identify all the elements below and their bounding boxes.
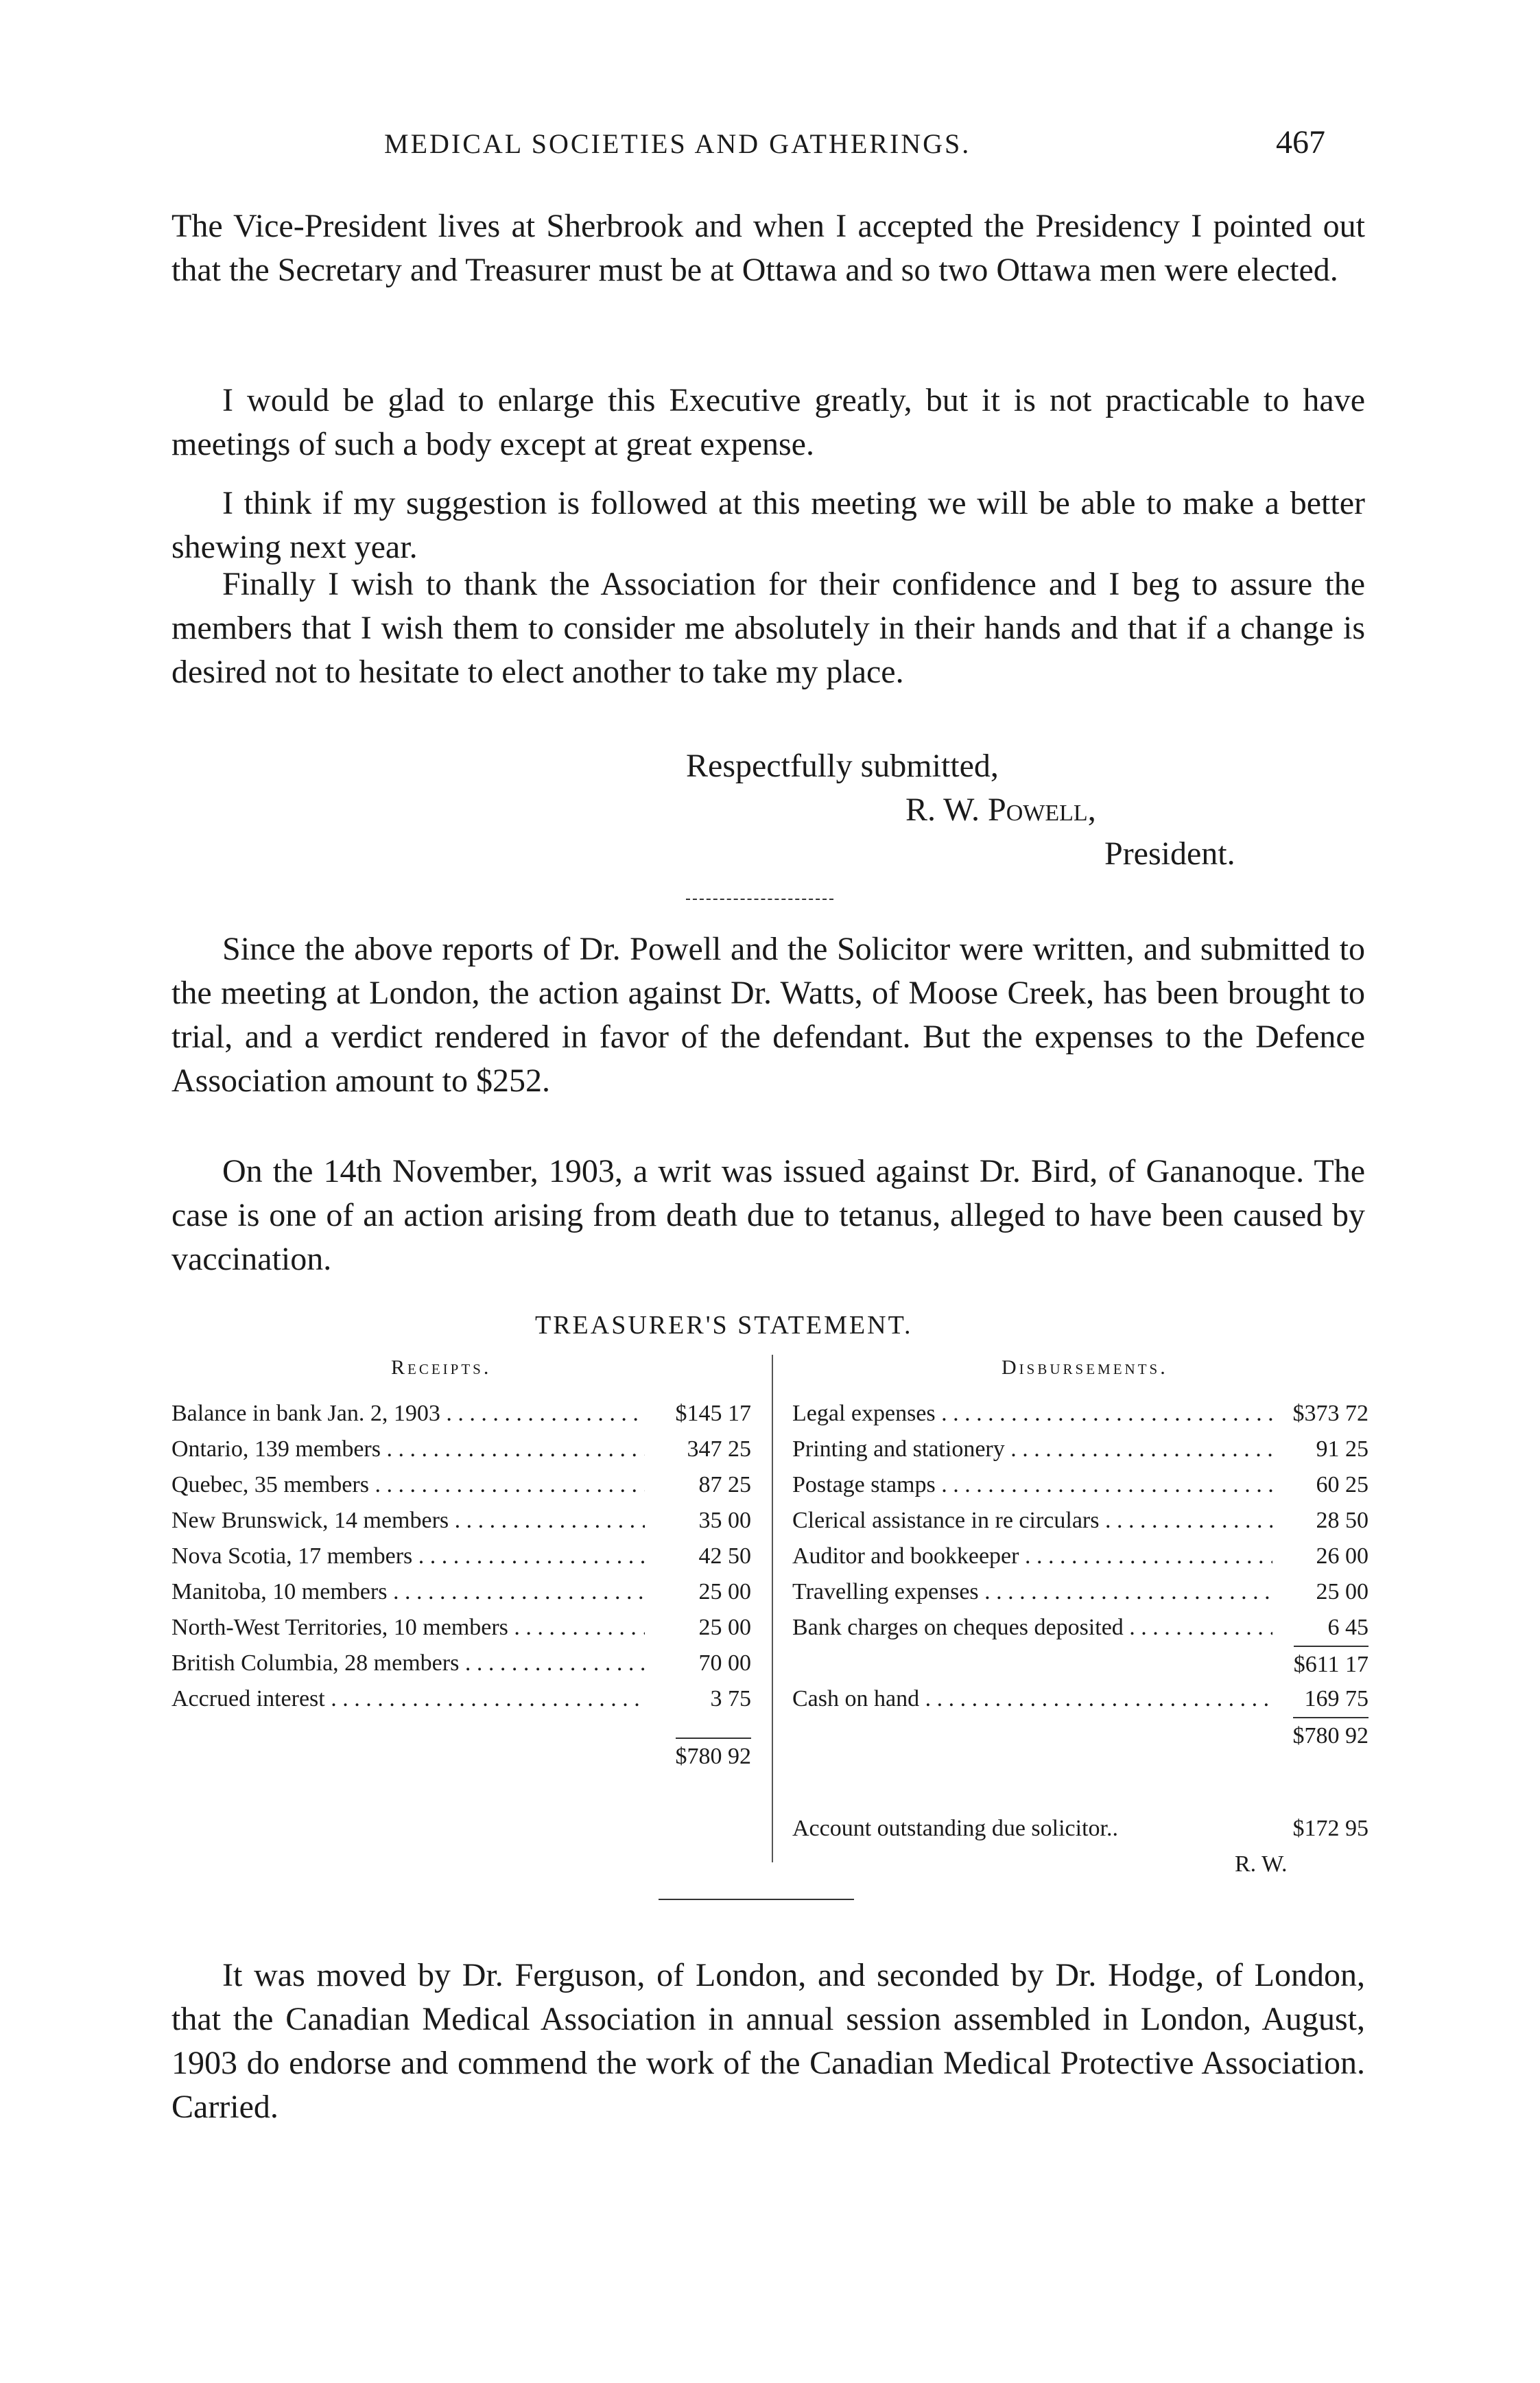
statement-initials: R. W. (1235, 1851, 1288, 1877)
ledger-row (171, 1396, 751, 1432)
section-divider (686, 899, 833, 900)
ledger-label: Postage stamps . . . (792, 1467, 1272, 1503)
disbursements-ledger (792, 1396, 1369, 1753)
ledger-label: Nova Scotia, 17 members . . . (171, 1539, 645, 1574)
disbursements-subtotal: $611 17 (1294, 1646, 1369, 1683)
ledger-amount: 347 25 (687, 1436, 751, 1462)
ledger-amount: $373 72 (1292, 1401, 1369, 1426)
ledger-label: Legal expenses . . . (792, 1396, 1272, 1432)
ledger-amount: 87 25 (698, 1472, 751, 1497)
ledger-row (171, 1539, 751, 1574)
ledger-amount: 28 50 (1316, 1508, 1369, 1533)
receipts-total-row (171, 1738, 751, 1773)
ledger-label: Bank charges on cheques deposited . . . (792, 1610, 1272, 1646)
receipts-heading: Receipts. (391, 1356, 492, 1379)
ledger-row (792, 1539, 1369, 1574)
ledger-row (171, 1574, 751, 1610)
cash-on-hand-amount: 169 75 (1304, 1686, 1369, 1711)
signatory-title: President. (1104, 835, 1235, 872)
ledger-row (171, 1681, 751, 1717)
running-head (0, 123, 1540, 178)
ledger-label: British Columbia, 28 members . . . (171, 1646, 645, 1681)
ledger-label: Clerical assistance in re circulars . . . (792, 1503, 1272, 1539)
disbursements-heading: Disbursements. (1002, 1356, 1168, 1379)
ledger-amount: 25 00 (698, 1579, 751, 1604)
ledger-row (171, 1646, 751, 1681)
ledger-amount: 25 00 (1316, 1579, 1369, 1604)
ledger-amount: $145 17 (675, 1401, 751, 1426)
disbursements-subtotal-row (792, 1646, 1369, 1681)
ledger-row (792, 1432, 1369, 1467)
note-paragraph: Since the above reports of Dr. Powell and the Solicitor were written, and submitted to the meeting at London, the action against Dr. Watts, of Moose Creek, has been brought to trial, and a verdict rendered in favor of the defendant. But the expenses to the Defence Association amount to $252. (171, 931, 1365, 1099)
ledger-label: Travelling expenses . . . (792, 1574, 1272, 1610)
ledger-amount: 25 00 (698, 1615, 751, 1640)
ledger-label: Quebec, 35 members . . . (171, 1467, 645, 1503)
ledger-row (792, 1574, 1369, 1610)
letter-closing (672, 744, 1358, 876)
cash-on-hand-row (792, 1681, 1369, 1717)
ledger-amount: 6 45 (1327, 1615, 1369, 1640)
cash-on-hand-label: Cash on hand . . . (792, 1681, 1272, 1717)
ledger-row (792, 1396, 1369, 1432)
letter-paragraph: I would be glad to enlarge this Executive greatly, but it is not practicable to have meetings of such a body except at great expense. (171, 382, 1365, 462)
ledger-amount: 35 00 (698, 1508, 751, 1533)
section-divider (659, 1899, 854, 1900)
outstanding-account (792, 1811, 1369, 1847)
column-divider (772, 1355, 773, 1862)
ledger-row (792, 1503, 1369, 1539)
ledger-row (792, 1610, 1369, 1646)
ledger-label: North-West Territories, 10 members . . . (171, 1610, 645, 1646)
ledger-amount: 26 00 (1316, 1543, 1369, 1569)
ledger-amount: 70 00 (698, 1650, 751, 1676)
ledger-amount: 42 50 (698, 1543, 751, 1569)
resolution-paragraph: It was moved by Dr. Ferguson, of London, and seconded by Dr. Hodge, of London, that the Canadian Medical Association in annual session assembled in London, August, 1903 do endorse and commend the work of the Canadian Medical Protective Association. Carried. (171, 1957, 1365, 2125)
ledger-amount: 60 25 (1316, 1472, 1369, 1497)
ledger-label: Accrued interest . . . (171, 1681, 645, 1717)
ledger-row (171, 1467, 751, 1503)
ledger-amount: 3 75 (710, 1686, 751, 1711)
note-paragraph: On the 14th November, 1903, a writ was issued against Dr. Bird, of Gananoque. The case is one of an action arising from death due to tetanus, alleged to have been caused by vaccination. (171, 1153, 1365, 1277)
outstanding-label: Account outstanding due solicitor.. (792, 1816, 1118, 1841)
ledger-row (171, 1503, 751, 1539)
ledger-label: New Brunswick, 14 members . . . (171, 1503, 645, 1539)
disbursements-total-row (792, 1717, 1369, 1753)
salutation: Respectfully submitted, (686, 748, 999, 784)
letter-paragraph: I think if my suggestion is followed at this meeting we will be able to make a better shewing next year. (171, 485, 1365, 565)
running-title: MEDICAL SOCIETIES AND GATHERINGS. (384, 128, 971, 159)
ledger-label: Manitoba, 10 members . . . (171, 1574, 645, 1610)
statement-title: TREASURER'S STATEMENT. (535, 1311, 913, 1340)
ledger-label: Ontario, 139 members . . . (171, 1432, 645, 1467)
ledger-label: Auditor and bookkeeper . . . (792, 1539, 1272, 1574)
letter-paragraph: The Vice-President lives at Sherbrook and when I accepted the Presidency I pointed out that the Secretary and Treasurer must be at Ottawa and so two Ottawa men were elected. (171, 208, 1365, 288)
signature: R. W. Powell, (905, 792, 1096, 828)
ledger-amount: 91 25 (1316, 1436, 1369, 1462)
receipts-ledger (171, 1396, 751, 1773)
outstanding-amount: $172 95 (1292, 1816, 1369, 1841)
disbursements-total: $780 92 (1293, 1717, 1369, 1754)
ledger-row (171, 1610, 751, 1646)
ledger-row (792, 1467, 1369, 1503)
ledger-label: Balance in bank Jan. 2, 1903 . . . (171, 1396, 645, 1432)
ledger-label: Printing and stationery . . . (792, 1432, 1272, 1467)
letter-paragraph: Finally I wish to thank the Association for their confidence and I beg to assure the members that I wish them to consider me absolutely in their hands and that if a change is desired not to hesitate to elect another to take my place. (171, 566, 1365, 690)
receipts-total: $780 92 (676, 1738, 752, 1775)
page-number: 467 (1276, 124, 1325, 161)
ledger-row (171, 1432, 751, 1467)
